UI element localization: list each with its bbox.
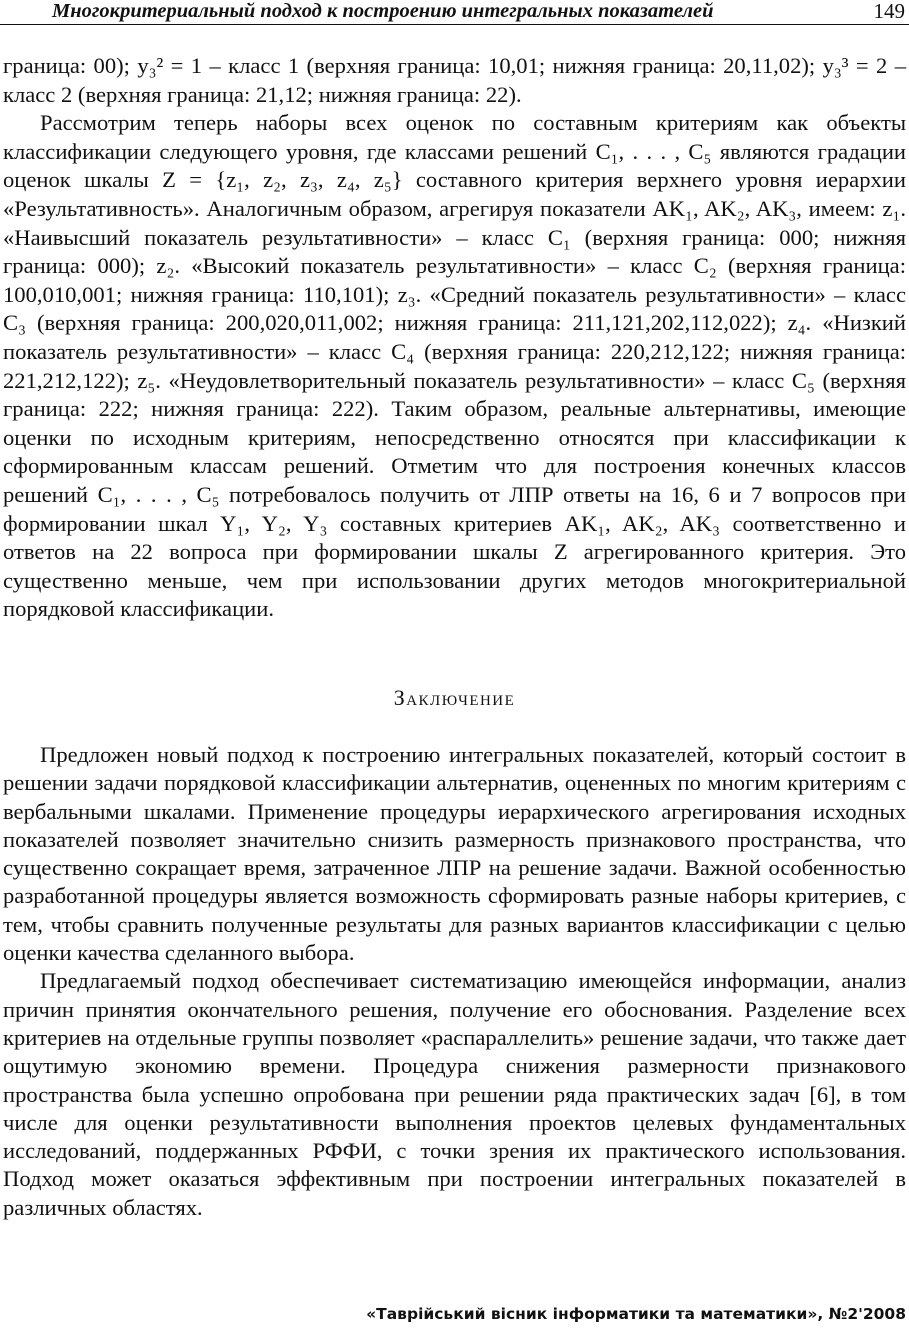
paragraph-continuation: граница: 00); y₃² = 1 – класс 1 (верхняя граница: 10,01; нижняя граница: 20,11,02); y₃³ = 2 – класс 2 (верхняя граница: 21,12; нижняя граница: 22). <box>3 53 906 107</box>
running-header <box>0 0 909 25</box>
conclusion-text <box>3 741 906 1222</box>
journal-footer: «Таврійський вісник інформатики та математики», №2'2008 <box>366 1305 906 1323</box>
running-title: Многокритериальный подход к построению интегральных показателей <box>52 0 714 22</box>
conclusion-paragraph-1: Предложен новый подход к построению интегральных показателей, который состоит в решении задачи порядковой классификации альтернатив, оцененных по многим критериям с вербальными шкалами. Применение процедуры иерархического агрегирования исходных показателей позволяет значительно снизить размерность признакового пространства, что существенно сокращает время, затраченное ЛПР на решение задачи. Важной особенностью разработанной процедуры является возможность сформировать разные наборы критериев, с тем, чтобы сравнить полученные результаты для разных вариантов классификации с целью оценки качества сделанного выбора. <box>3 742 906 966</box>
page-number: 149 <box>873 0 905 23</box>
section-title: Заключение <box>393 685 516 710</box>
body-text <box>3 52 906 624</box>
paragraph-classification: Рассмотрим теперь наборы всех оценок по составным критериям как объекты классификации следующего уровня, где классами решений C₁, . . . , C₅ являются градации оценок шкалы Z = {z₁, z₂, z₃, z₄, z₅} составного критерия верхнего уровня иерархии «Результативность». Аналогичным образом, агрегируя показатели AK₁, AK₂, AK₃, имеем: z₁. «Наивысший показатель результативности» – класс C₁ (верхняя граница: 000; нижняя граница: 000); z₂. «Высокий показатель результативности» – класс C₂ (верхняя граница: 100,010,001; нижняя граница: 110,101); z₃. «Средний показатель результативности» – класс C₃ (верхняя граница: 200,020,011,002; нижняя граница: 211,121,202,112,022); z₄. «Низкий показатель результативности» – класс C₄ (верхняя граница: 220,212,122; нижняя граница: 221,212,122); z₅. «Неудовлетворительный показатель результативности» – класс C₅ (верхняя граница: 222; нижняя граница: 222). Таким образом, реальные альтернативы, имеющие оценки по исходным критериям, непосредственно относятся при классификации к сформированным классам решений. Отметим что для построения конечных классов решений C₁, . . . , C₅ потребовалось получить от ЛПР ответы на 16, 6 и 7 вопросов при формировании шкал Y₁, Y₂, Y₃ составных критериев AK₁, AK₂, AK₃ соответственно и ответов на 22 вопроса при формировании шкалы Z агрегированного критерия. Это существенно меньше, чем при использовании других методов многокритериальной порядковой классификации. <box>3 110 906 622</box>
conclusion-paragraph-2: Предлагаемый подход обеспечивает систематизацию имеющейся информации, анализ причин принятия окончательного решения, получение его обоснования. Разделение всех критериев на отдельные группы позволяет «распараллелить» решение задачи, что также дает ощутимую экономию времени. Процедура снижения размерности признакового пространства была успешно опробована при решении ряда практических задач [6], в том числе для оценки результативности выполнения проектов целевых фундаментальных исследований, поддержанных РФФИ, с точки зрения их практического использования. Подход может оказаться эффективным при построении интегральных показателей в различных областях. <box>3 968 906 1220</box>
